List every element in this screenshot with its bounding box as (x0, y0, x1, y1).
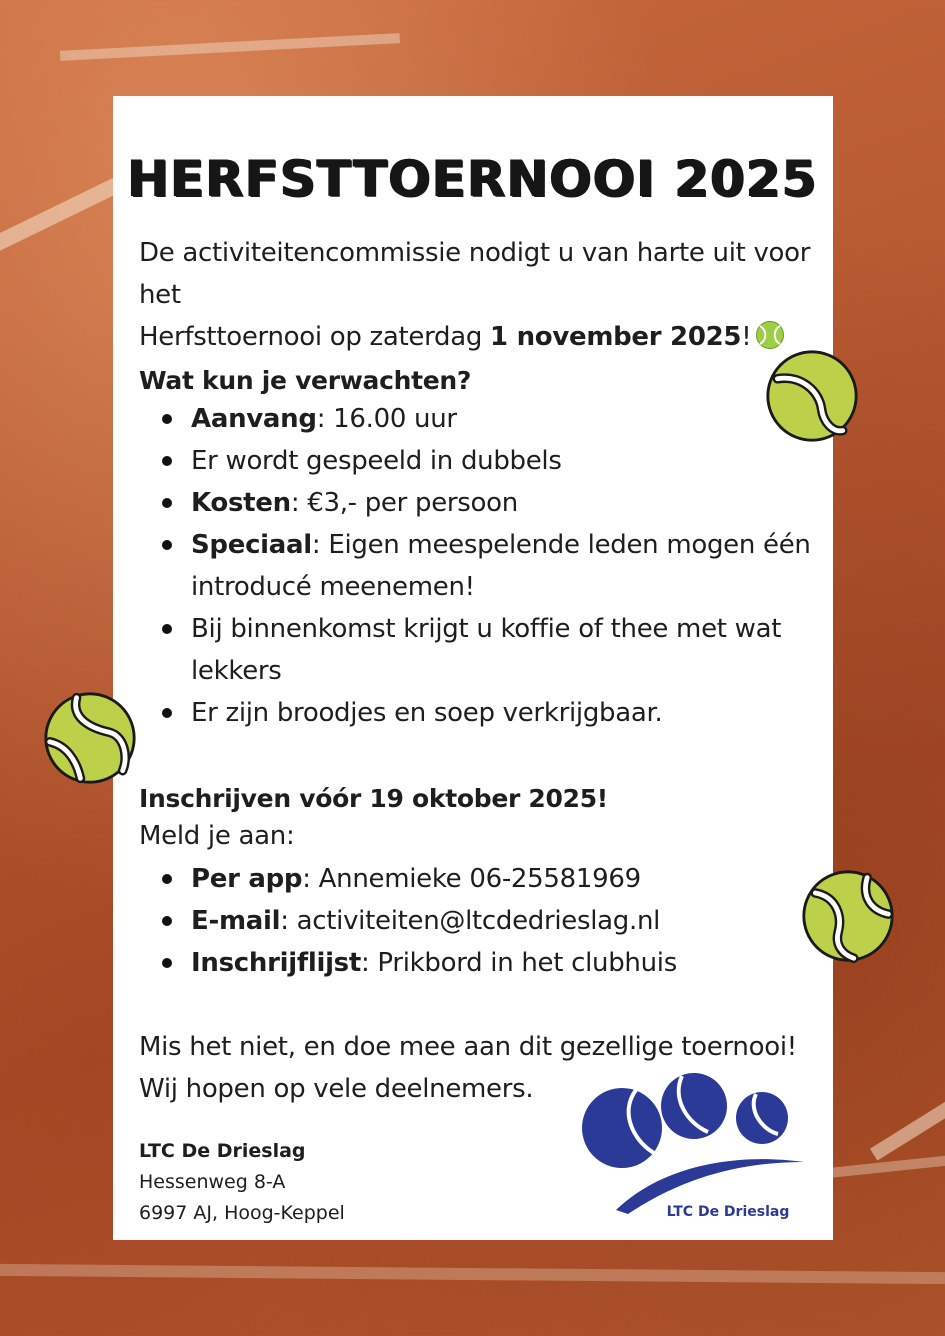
item-text: Bij binnenkomst krijgt u koffie of thee met wat lekkers (191, 614, 782, 686)
list-item (191, 440, 811, 482)
tennis-ball-icon (764, 348, 860, 444)
item-text: Er wordt gespeeld in dubbels (191, 446, 562, 476)
list-item (191, 692, 811, 734)
item-text: : €3,- per persoon (290, 488, 518, 518)
item-text: : 16.00 uur (316, 404, 457, 434)
signup-intro: Meld je aan: (139, 821, 295, 851)
club-logo (578, 1064, 808, 1224)
intro-line-2-prefix: Herfsttoernooi op zaterdag (139, 322, 491, 352)
item-label: Aanvang (191, 404, 317, 434)
court-line (0, 1264, 945, 1284)
expect-list (139, 398, 811, 734)
club-city: 6997 AJ, Hoog-Keppel (139, 1202, 345, 1224)
event-date: 1 november 2025 (490, 322, 742, 352)
item-text: : Eigen meespelende leden mogen één introducé meenemen! (191, 530, 811, 602)
expect-heading: Wat kun je verwachten? (139, 366, 472, 395)
club-address (139, 1136, 345, 1229)
court-line (830, 1152, 945, 1178)
flyer-title: HERFSTTOERNOOI 2025 (127, 150, 818, 208)
list-item (191, 524, 811, 608)
court-line (870, 1053, 945, 1160)
list-item (191, 900, 811, 942)
item-label: E-mail (191, 906, 281, 936)
club-street: Hessenweg 8-A (139, 1171, 286, 1193)
item-text: : Annemieke 06-25581969 (302, 864, 641, 894)
intro-line-2-suffix: ! (741, 322, 752, 352)
item-label: Inschrijflijst (191, 948, 361, 978)
court-line (60, 33, 400, 61)
intro-line-2 (139, 316, 859, 358)
signup-list (139, 858, 811, 984)
intro-text (139, 232, 859, 358)
tennis-ball-icon (755, 320, 785, 350)
tennis-ball-icon (800, 868, 896, 964)
logo-text: LTC De Drieslag (666, 1204, 790, 1220)
item-label: Per app (191, 864, 303, 894)
item-label: Speciaal (191, 530, 312, 560)
tennis-ball-icon (42, 690, 138, 786)
closing-line-2: Wij hopen op vele deelnemers. (139, 1074, 534, 1104)
closing-line-1: Mis het niet, en doe mee aan dit gezellige toernooi! (139, 1032, 797, 1062)
list-item (191, 942, 811, 984)
intro-line-1: De activiteitencommissie nodigt u van harte uit voor het (139, 238, 811, 310)
list-item (191, 608, 811, 692)
signup-heading: Inschrijven vóór 19 oktober 2025! (139, 784, 608, 813)
item-text: : activiteiten@ltcdedrieslag.nl (280, 906, 661, 936)
item-label: Kosten (191, 488, 291, 518)
list-item (191, 482, 811, 524)
item-text: Er zijn broodjes en soep verkrijgbaar. (191, 698, 663, 728)
club-name: LTC De Drieslag (139, 1140, 306, 1162)
list-item (191, 398, 811, 440)
item-text: : Prikbord in het clubhuis (360, 948, 677, 978)
list-item (191, 858, 811, 900)
